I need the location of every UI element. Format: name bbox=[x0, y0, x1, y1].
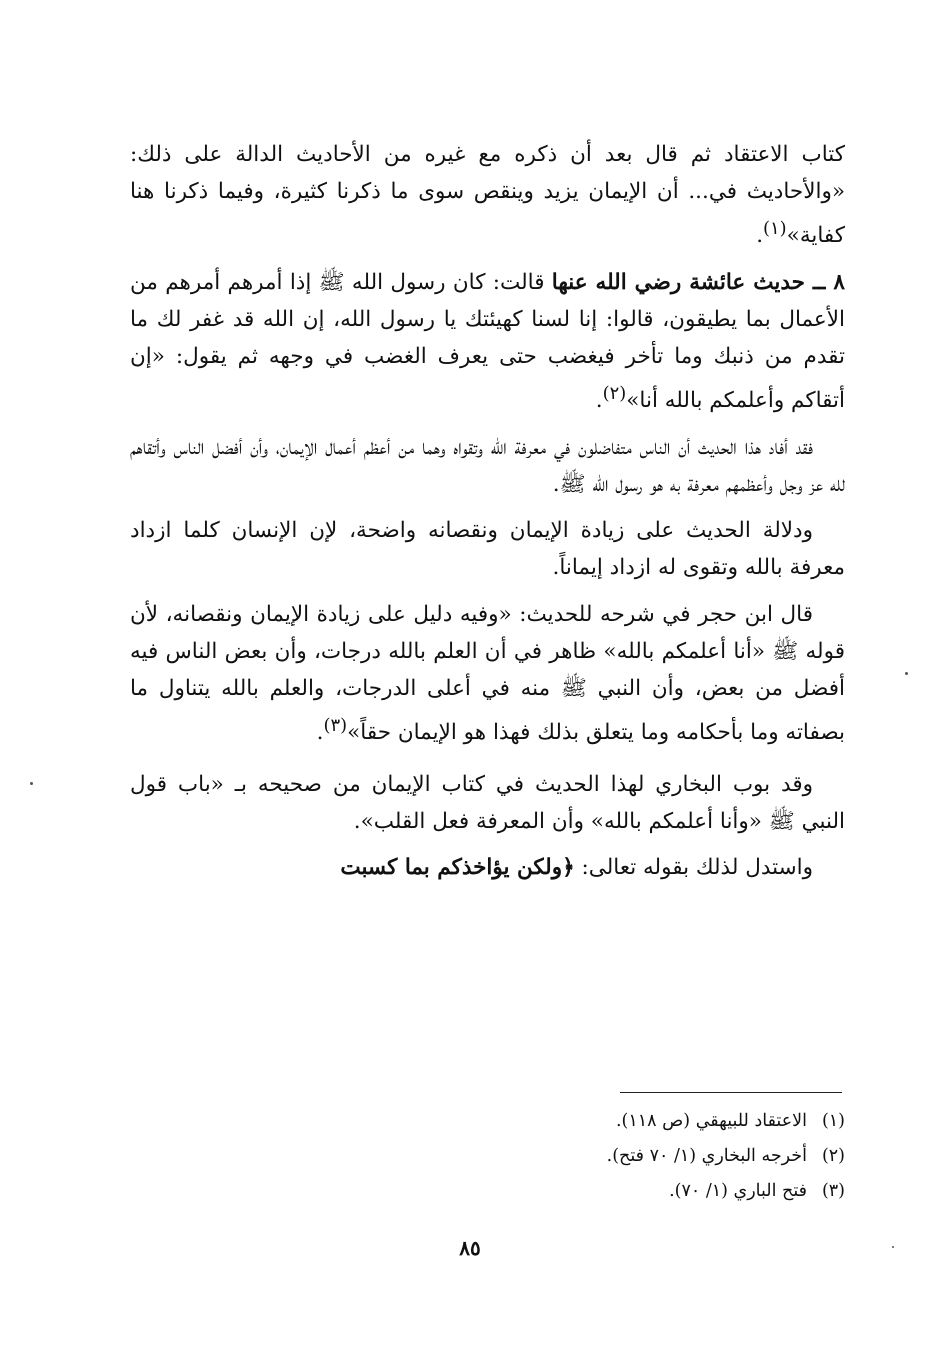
paragraph-6-bukhari: وقد بوب البخاري لهذا الحديث في كتاب الإيمان من صحيحه بـ «باب قول النبي ﷺ «وأنا أعلمكم بالله» وأن المعرفة فعل القلب». bbox=[130, 771, 845, 834]
scan-speck bbox=[30, 782, 33, 785]
scan-speck bbox=[905, 672, 908, 675]
paragraph-1: كتاب الاعتقاد ثم قال بعد أن ذكره مع غيره من الأحاديث الدالة على ذلك: «والأحاديث في... أن الإيمان يزيد وينقص سوى ما ذكرنا كثيرة، وفيما ذكرنا هنا كفاية»$^{(١)}$. bbox=[130, 142, 845, 249]
footnote-1: (١)الاعتقاد للبيهقي (ص ١١٨). bbox=[615, 1111, 845, 1131]
paragraph-2-hadith-aisha: ٨ ــ حديث عائشة رضي الله عنها قالت: كان رسول الله ﷺ إذا أمرهم أمرهم من الأعمال بما يطيقون، قالوا: إنا لسنا كهيئتك يا رسول الله، إن الله قد غفر لك ما تقدم من ذنبك وما تأخر فيغضب حتى يعرف الغضب في وجهه ثم يقول: «إن أتقاكم وأعلمكم بالله أنا»$^{(٢)}$. bbox=[130, 269, 845, 414]
paragraph-7-verse: واستدل لذلك بقوله تعالى: ﴿ولكن يؤاخذكم بما كسبت bbox=[340, 854, 813, 880]
scan-speck bbox=[892, 1246, 894, 1248]
footnote-2: (٢)أخرجه البخاري (١/ ٧٠ فتح). bbox=[606, 1146, 845, 1166]
paragraph-3: فقد أفاد هذا الحديث أن الناس متفاضلون في معرفة الله وتقواه وهما من أعظم أعمال الإيمان، وأن أفضل الناس وأتقاهم لله عز وجل وأعظمهم معرفة به هو رسول الله ﷺ. bbox=[130, 434, 845, 497]
quran-quote: ﴿ولكن يؤاخذكم بما كسبت bbox=[340, 854, 575, 880]
footnote-marker-3: (٣) bbox=[323, 715, 348, 737]
main-text bbox=[130, 136, 845, 895]
hadith-heading: ٨ ــ حديث عائشة رضي الله عنها bbox=[551, 269, 845, 295]
paragraph-5-ibn-hajar: قال ابن حجر في شرحه للحديث: «وفيه دليل على زيادة الإيمان ونقصانه، لأن قوله ﷺ «أنا أعلمكم بالله» ظاهر في أن العلم بالله درجات، وأن بعض الناس فيه أفضل من بعض، وأن النبي ﷺ منه في أعلى الدرجات، والعلم بالله يتناول ما بصفاته وما بأحكامه وما يتعلق بذلك فهذا هو الإيمان حقاً»$^{(٣)}$. bbox=[130, 601, 845, 746]
footnote-3: (٣)فتح الباري (١/ ٧٠). bbox=[669, 1181, 845, 1201]
footnote-marker-2: (٢) bbox=[602, 383, 627, 405]
footnote-marker-1: (١) bbox=[763, 218, 787, 240]
paragraph-4: ودلالة الحديث على زيادة الإيمان ونقصانه واضحة، لإن الإنسان كلما ازداد معرفة بالله وتقوى له ازداد إيماناً. bbox=[130, 518, 845, 581]
page-number: ٨٥ bbox=[459, 1236, 481, 1260]
footnotes bbox=[300, 1104, 845, 1209]
footnote-divider bbox=[620, 1092, 842, 1093]
